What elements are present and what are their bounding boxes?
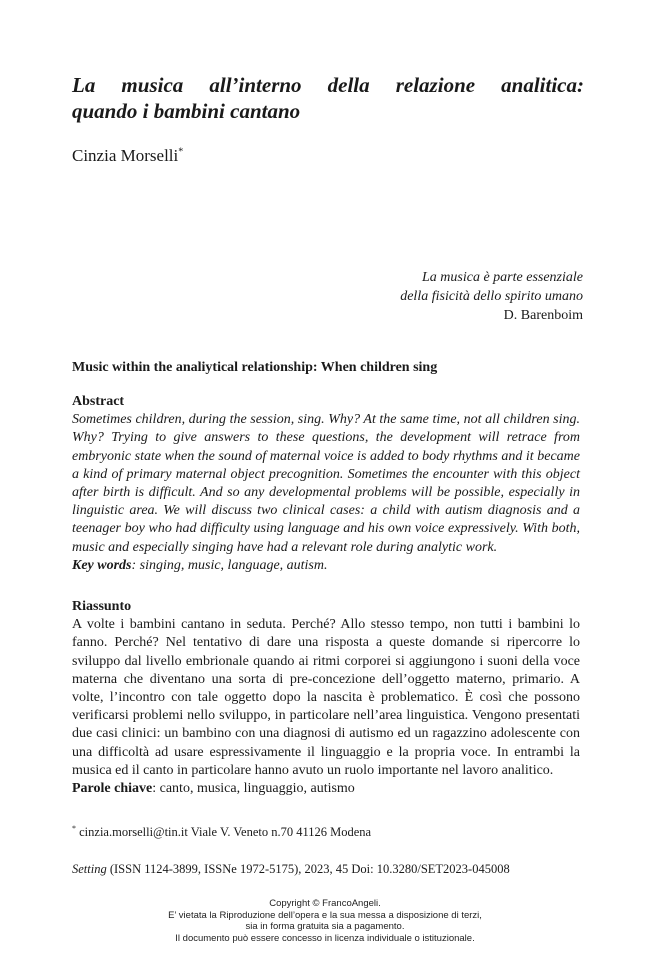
footnote-mark: * — [72, 824, 76, 833]
journal-citation — [72, 862, 510, 877]
journal-name: Setting — [72, 862, 107, 876]
epigraph-line-2: della fisicità dello spirito umano — [400, 289, 583, 304]
abstract-section — [72, 393, 580, 575]
copyright-line-2: E’ vietata la Riproduzione dell’opera e la sua messa a disposizione di terzi, — [168, 909, 482, 921]
footnote — [72, 824, 371, 840]
abstract-heading: Abstract — [72, 394, 125, 409]
copyright-line-3: sia in forma gratuita sia a pagamento. — [245, 921, 405, 932]
abstract-keywords-list: : singing, music, language, autism. — [131, 557, 328, 573]
riassunto-text: A volte i bambini cantano in seduta. Perché? Allo stesso tempo, non tutti i bambini lo fanno. Perché? Nel tentativo di dare una risposta a queste domande si ripercorre lo sviluppo dal livello embrionale quando ai ritmi corporei si aggiungono i suoni della voce materna che diventano una sorta di pre-concezione dell’oggetto materno, primario. A volte, l’incontro con tale oggetto dopo la nascita è problematico. È così che possono verificarsi problemi nello sviluppo, in particolare nell’area linguistica. Vengono presentati due casi clinici: un bambino con una diagnosi di autismo ed un ragazzino adolescente con una difficoltà ad usare espressivamente il linguaggio e la propria voce. In entrambi la musica ed il canto in particolare hanno avuto un ruolo importante nel lavoro analitico. — [72, 617, 580, 778]
copyright-notice — [0, 898, 650, 944]
footnote-text: cinzia.morselli@tin.it Viale V. Veneto n.70 41126 Modena — [76, 825, 372, 840]
author-name: Cinzia Morselli — [72, 146, 179, 165]
citation-details: (ISSN 1124-3899, ISSNe 1972-5175), 2023, 45 Doi: 10.3280/SET2023-045008 — [106, 862, 510, 876]
author-footnote-mark: * — [178, 146, 184, 158]
title-line-1: La musica all’interno della relazione analitica: — [72, 73, 584, 97]
riassunto-keywords — [72, 781, 355, 796]
epigraph — [400, 268, 583, 325]
english-title: Music within the analiytical relationship: When children sing — [72, 360, 438, 375]
author — [72, 146, 183, 166]
riassunto-keywords-label: Parole chiave — [72, 781, 153, 797]
riassunto-keywords-list: : canto, musica, linguaggio, autismo — [152, 781, 355, 797]
article-title — [72, 72, 584, 124]
epigraph-line-1: La musica è parte essenziale — [422, 270, 583, 285]
abstract-keywords-label: Key words — [72, 557, 132, 573]
title-line-2: quando i bambini cantano — [72, 99, 301, 123]
abstract-text: Sometimes children, during the session, sing. Why? At the same time, not all children sing. Why? Trying to give answers to these questions, the development will retrace from embryonic state when the sound of maternal voice is added to body rhythms and it became a kind of primary maternal object precognition. Sometimes the encounter with this object after birth is difficult. And so any developmental problems will be possible, especially in linguistic area. We will discuss two clinical cases: a child with autism diagnosis and a teenager boy who had difficulty using language and his own voice expressively. With both, music and especially singing have had a relevant role during analytic work. — [72, 412, 580, 555]
abstract-keywords — [72, 557, 580, 575]
riassunto-section — [72, 598, 580, 798]
copyright-line-1: Copyright © FrancoAngeli. — [269, 898, 381, 909]
copyright-line-4: Il documento può essere concesso in licenza individuale o istituzionale. — [175, 932, 475, 944]
riassunto-heading: Riassunto — [72, 599, 132, 614]
epigraph-attribution: D. Barenboim — [503, 308, 583, 323]
